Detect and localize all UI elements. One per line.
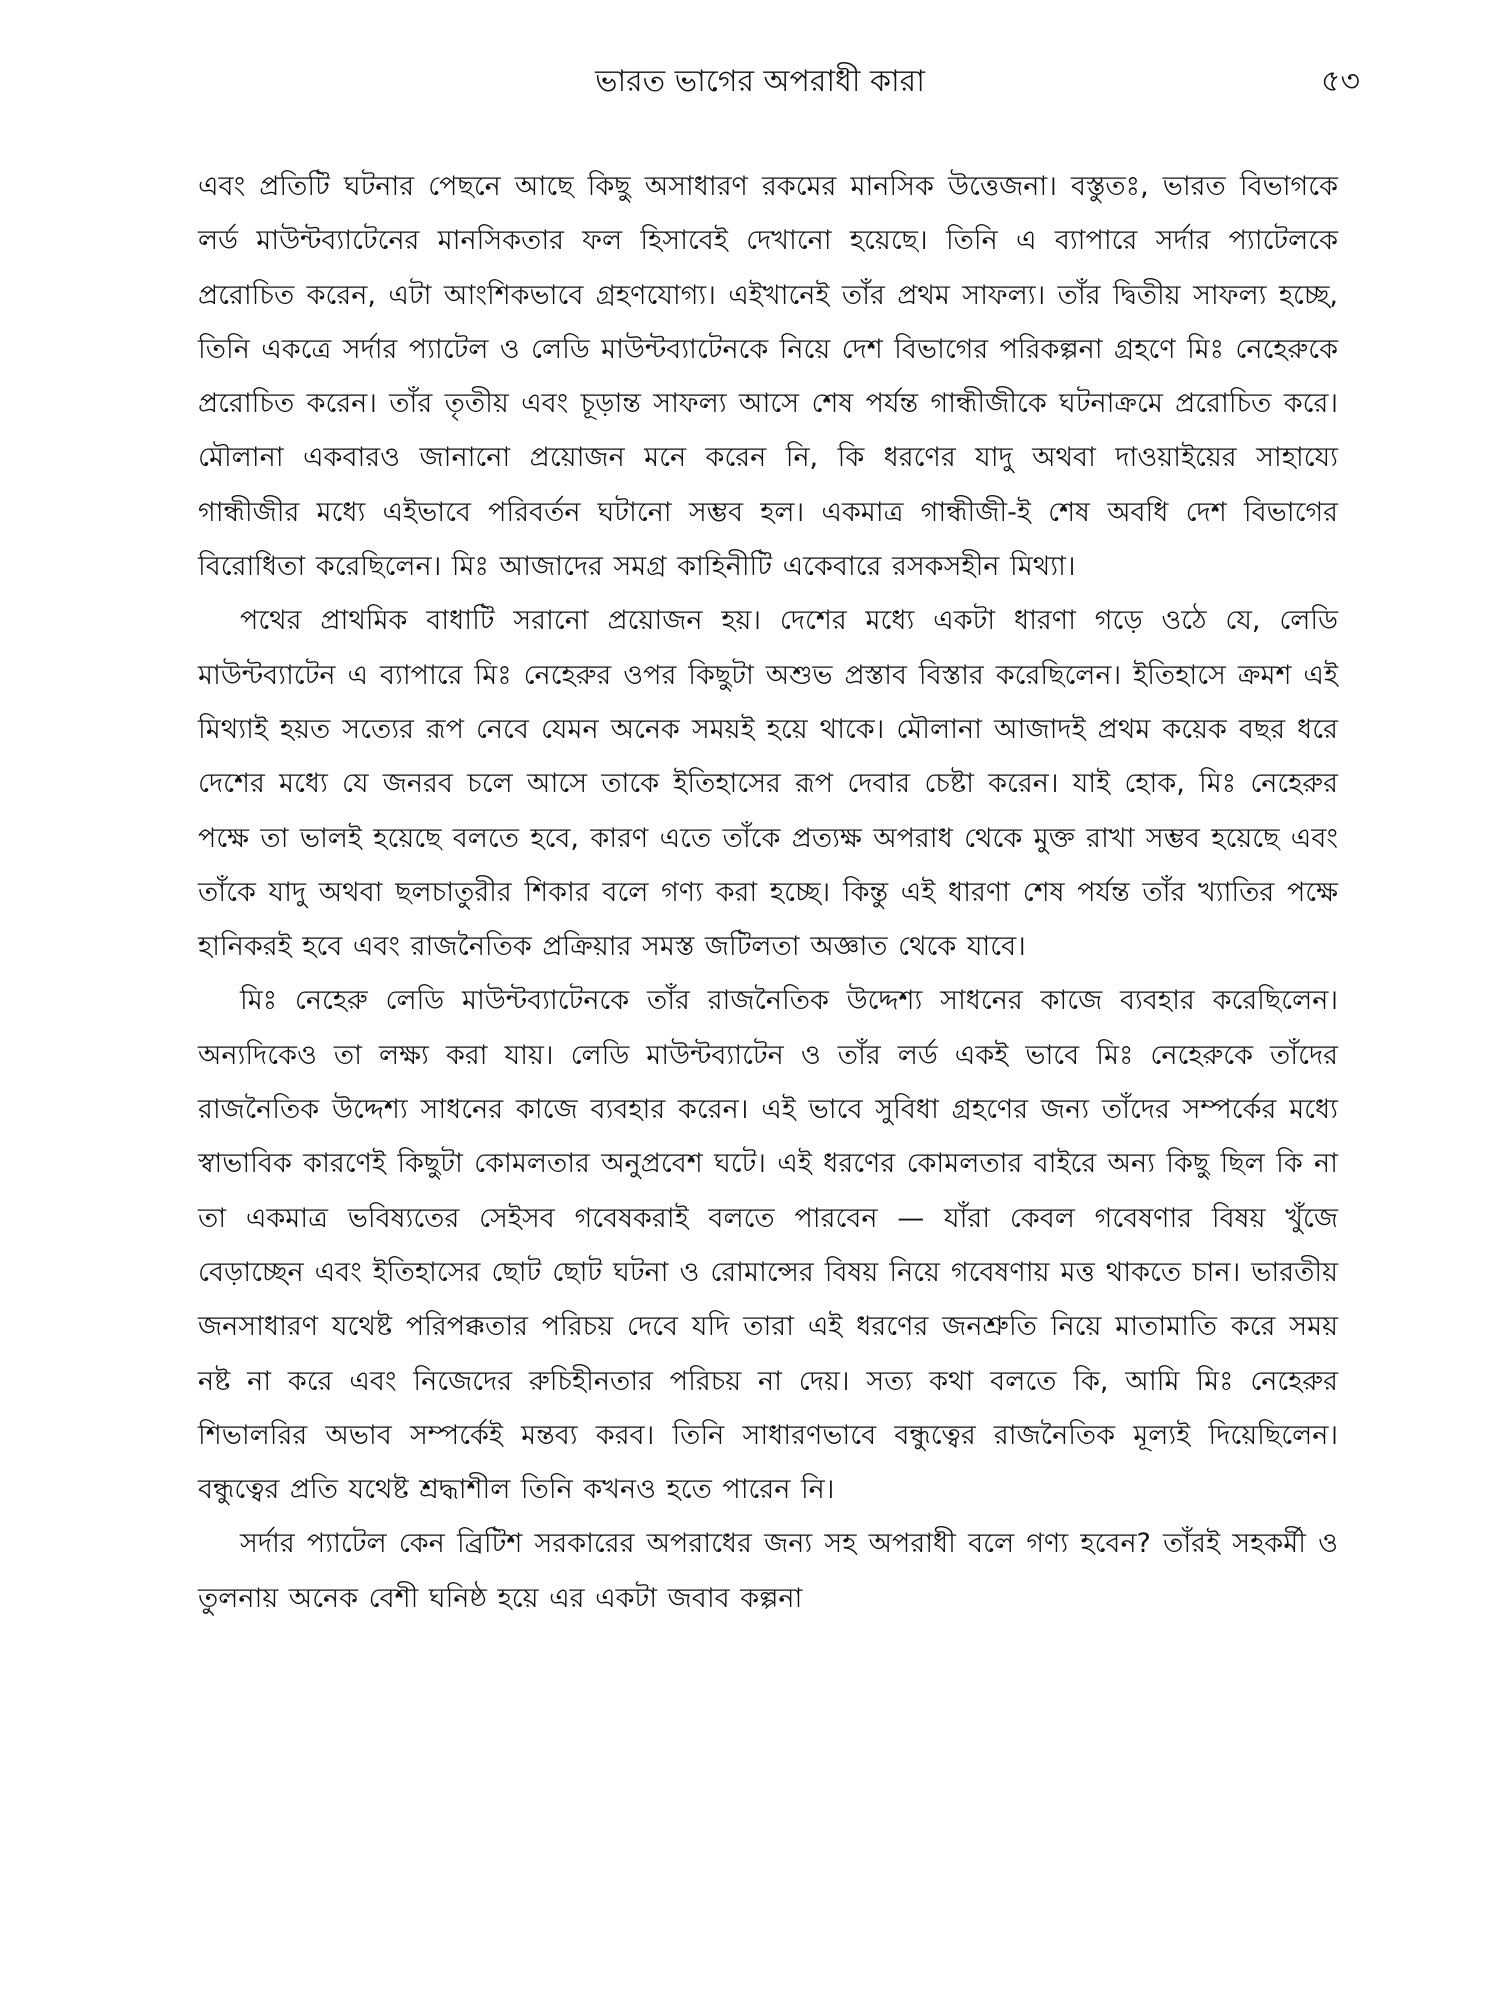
- running-title: ভারত ভাগের অপরাধী কারা: [595, 64, 925, 99]
- paragraph-1: এবং প্রতিটি ঘটনার পেছনে আছে কিছু অসাধারণ রকমের মানসিক উত্তেজনা। বস্তুতঃ, ভারত বিভাগকে লর্ড মাউন্টব্যাটেনের মানসিকতার ফল হিসাবেই দেখানো হয়েছে। তিনি এ ব্যাপারে সর্দার প্যাটেলকে প্ররোচিত করেন, এটা আংশিকভাবে গ্রহণযোগ্য। এইখানেই তাঁর প্রথম সাফল্য। তাঁর দ্বিতীয় সাফল্য হচ্ছে, তিনি একত্রে সর্দার প্যাটেল ও লেডি মাউন্টব্যাটেনকে নিয়ে দেশ বিভাগের পরিকল্পনা গ্রহণে মিঃ নেহেরুকে প্ররোচিত করেন। তাঁর তৃতীয় এবং চূড়ান্ত সাফল্য আসে শেষ পর্যন্ত গান্ধীজীকে ঘটনাক্রমে প্ররোচিত করে। মৌলানা একবারও জানানো প্রয়োজন মনে করেন নি, কি ধরণের যাদু অথবা দাওয়াইয়ের সাহায্যে গান্ধীজীর মধ্যে এইভাবে পরিবর্তন ঘটানো সম্ভব হল। একমাত্র গান্ধীজী-ই শেষ অবধি দেশ বিভাগের বিরোধিতা করেছিলেন। মিঃ আজাদের সমগ্র কাহিনীটি একেবারে রসকসহীন মিথ্যা।: [198, 171, 1338, 583]
- body-text: [198, 160, 1338, 1626]
- paragraph-4: সর্দার প্যাটেল কেন ব্রিটিশ সরকারের অপরাধের জন্য সহ অপরাধী বলে গণ্য হবেন? তাঁরই সহকর্মী ও তুলনায় অনেক বেশী ঘনিষ্ঠ হয়ে এর একটা জবাব কল্পনা: [198, 1528, 1338, 1614]
- page-number: ৫৩: [1321, 64, 1360, 99]
- page-header: [0, 62, 1500, 122]
- paragraph-3: মিঃ নেহেরু লেডি মাউন্টব্যাটেনকে তাঁর রাজনৈতিক উদ্দেশ্য সাধনের কাজে ব্যবহার করেছিলেন। অন্যদিকেও তা লক্ষ্য করা যায়। লেডি মাউন্টব্যাটেন ও তাঁর লর্ড একই ভাবে মিঃ নেহেরুকে তাঁদের রাজনৈতিক উদ্দেশ্য সাধনের কাজে ব্যবহার করেন। এই ভাবে সুবিধা গ্রহণের জন্য তাঁদের সম্পর্কের মধ্যে স্বাভাবিক কারণেই কিছুটা কোমলতার অনুপ্রবেশ ঘটে। এই ধরণের কোমলতার বাইরে অন্য কিছু ছিল কি না তা একমাত্র ভবিষ্যতের সেইসব গবেষকরাই বলতে পারবেন — যাঁরা কেবল গবেষণার বিষয় খুঁজে বেড়াচ্ছেন এবং ইতিহাসের ছোট ছোট ঘটনা ও রোমান্সের বিষয় নিয়ে গবেষণায় মত্ত থাকতে চান। ভারতীয় জনসাধারণ যথেষ্ট পরিপক্কতার পরিচয় দেবে যদি তারা এই ধরণের জনশ্রুতি নিয়ে মাতামাতি করে সময় নষ্ট না করে এবং নিজেদের রুচিহীনতার পরিচয় না দেয়। সত্য কথা বলতে কি, আমি মিঃ নেহেরুর শিভালরির অভাব সম্পর্কেই মন্তব্য করব। তিনি সাধারণভাবে বন্ধুত্বের রাজনৈতিক মূল্যই দিয়েছিলেন। বন্ধুত্বের প্রতি যথেষ্ট শ্রদ্ধাশীল তিনি কখনও হতে পারেন নি।: [198, 985, 1338, 1506]
- paragraph-2: পথের প্রাথমিক বাধাটি সরানো প্রয়োজন হয়। দেশের মধ্যে একটা ধারণা গড়ে ওঠে যে, লেডি মাউন্টব্যাটেন এ ব্যাপারে মিঃ নেহেরুর ওপর কিছুটা অশুভ প্রস্তাব বিস্তার করেছিলেন। ইতিহাসে ক্রমশ এই মিথ্যাই হয়ত সত্যের রূপ নেবে যেমন অনেক সময়ই হয়ে থাকে। মৌলানা আজাদই প্রথম কয়েক বছর ধরে দেশের মধ্যে যে জনরব চলে আসে তাকে ইতিহাসের রূপ দেবার চেষ্টা করেন। যাই হোক, মিঃ নেহেরুর পক্ষে তা ভালই হয়েছে বলতে হবে, কারণ এতে তাঁকে প্রত্যক্ষ অপরাধ থেকে মুক্ত রাখা সম্ভব হয়েছে এবং তাঁকে যাদু অথবা ছলচাতুরীর শিকার বলে গণ্য করা হচ্ছে। কিন্তু এই ধারণা শেষ পর্যন্ত তাঁর খ্যাতির পক্ষে হানিকরই হবে এবং রাজনৈতিক প্রক্রিয়ার সমস্ত জটিলতা অজ্ঞাত থেকে যাবে।: [198, 605, 1338, 963]
